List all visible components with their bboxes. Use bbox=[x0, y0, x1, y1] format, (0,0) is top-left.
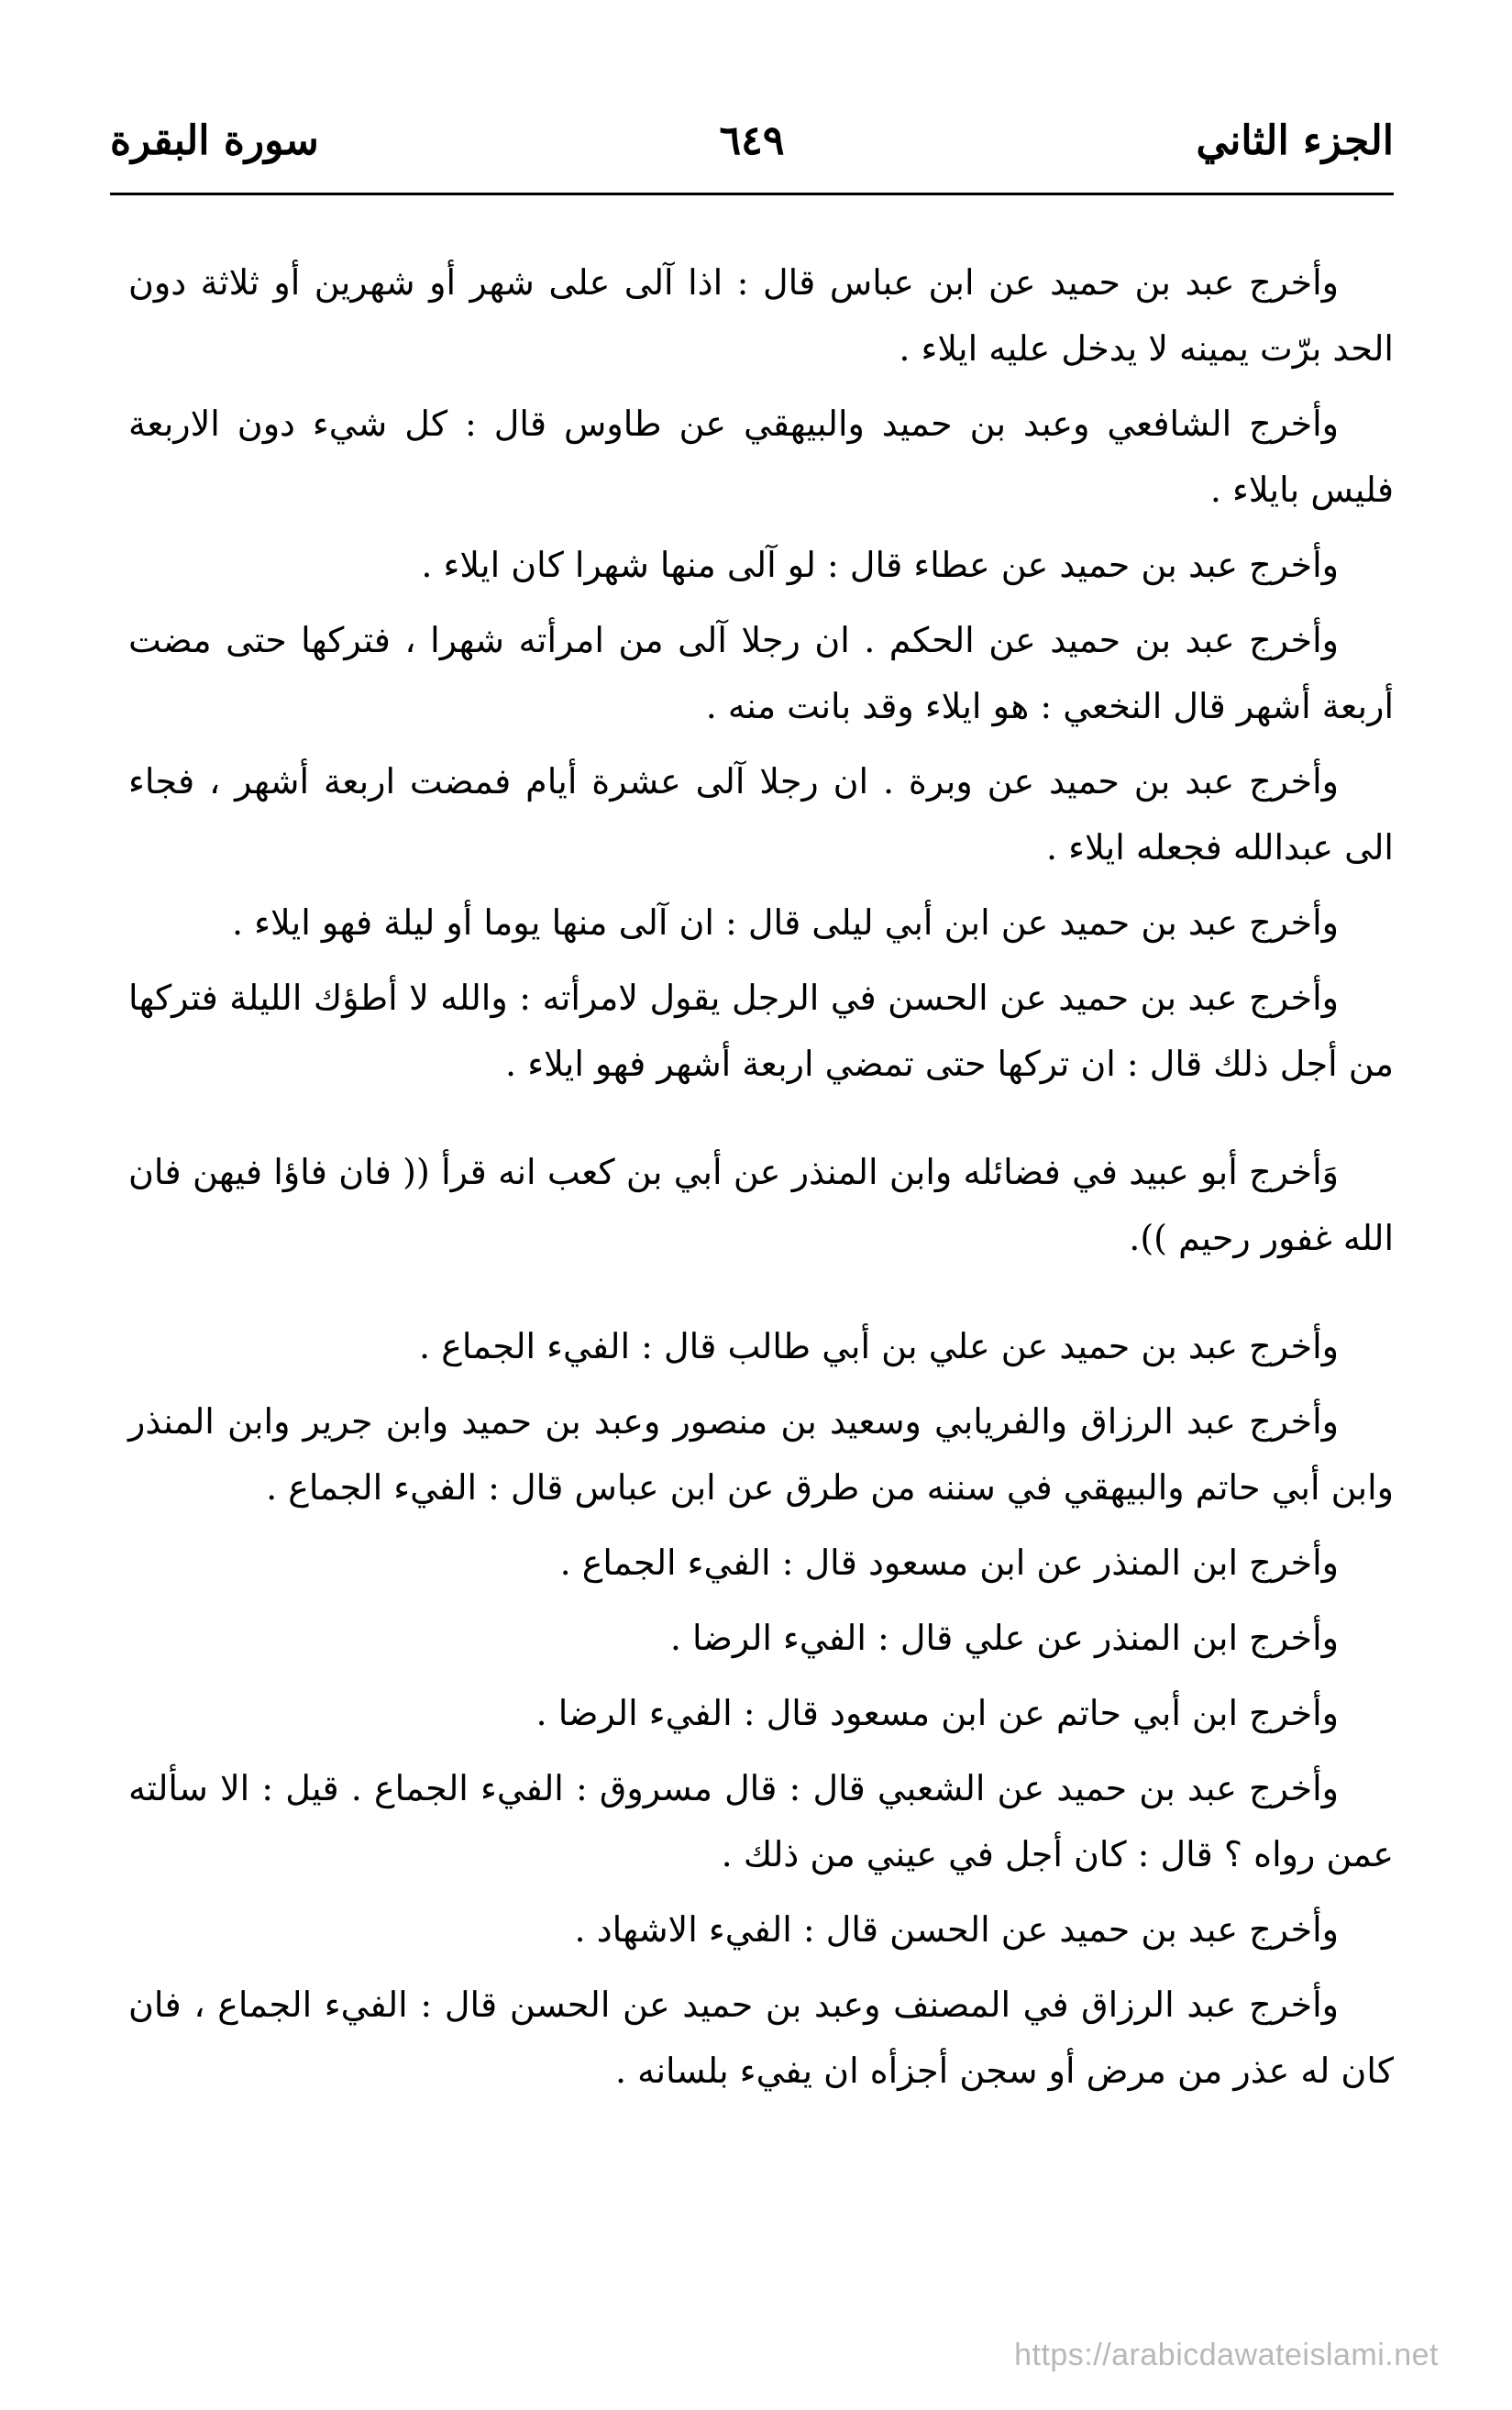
paragraph: وأخرج عبد بن حميد عن الحكم . ان رجلا آلى من امرأته شهرا ، فتركها حتى مضت أربعة أشهر قال النخعي : هو ايلاء وقد بانت منه . bbox=[128, 620, 1394, 726]
watermark-url: https://arabicdawateislami.net bbox=[1014, 2338, 1439, 2372]
part-title: الجزء الثاني bbox=[1196, 117, 1394, 164]
paragraph: وأخرج عبد بن حميد عن الشعبي قال : قال مسروق : الفيء الجماع . قيل : الا سألته عمن رواه ؟ قال : كان أجل في عيني من ذلك . bbox=[128, 1768, 1394, 1874]
paragraph: وأخرج ابن المنذر عن علي قال : الفيء الرضا . bbox=[669, 1618, 1339, 1658]
paragraph: وأخرج عبد بن حميد عن وبرة . ان رجلا آلى عشرة أيام فمضت اربعة أشهر ، فجاء الى عبدالله فجعله ايلاء . bbox=[128, 761, 1394, 868]
paragraph: وأخرج ابن المنذر عن ابن مسعود قال : الفيء الجماع . bbox=[559, 1542, 1339, 1583]
paragraph: وأخرج الشافعي وعبد بن حميد والبيهقي عن طاوس قال : كل شيء دون الاربعة فليس بايلاء . bbox=[128, 404, 1394, 510]
page-header bbox=[110, 108, 1394, 191]
paragraph: وأخرج عبد بن حميد عن الحسن في الرجل يقول لامرأته : والله لا أطؤك الليلة فتركها من أجل ذلك قال : ان تركها حتى تمضي اربعة أشهر فهو ايلاء . bbox=[128, 978, 1394, 1084]
surah-title: سورة البقرة bbox=[110, 117, 319, 164]
page-body bbox=[128, 249, 1394, 2113]
paragraph: وأخرج ابن أبي حاتم عن ابن مسعود قال : الفيء الرضا . bbox=[535, 1693, 1339, 1733]
paragraph: وأخرج عبد الرزاق في المصنف وعبد بن حميد عن الحسن قال : الفيء الجماع ، فان كان له عذر من مرض أو سجن أجزأه ان يفيء بلسانه . bbox=[128, 1984, 1394, 2091]
paragraph: وأخرج عبد بن حميد عن ابن عباس قال : اذا آلى على شهر أو شهرين أو ثلاثة دون الحد برّت يمينه لا يدخل عليه ايلاء . bbox=[128, 262, 1394, 369]
paragraph: وأخرج عبد بن حميد عن الحسن قال : الفيء الاشهاد . bbox=[574, 1909, 1339, 1950]
paragraph: وأخرج عبد بن حميد عن ابن أبي ليلى قال : ان آلى منها يوما أو ليلة فهو ايلاء . bbox=[231, 902, 1339, 943]
paragraph: وَأخرج أبو عبيد في فضائله وابن المنذر عن أبي بن كعب انه قرأ (( فان فاؤا فيهن فان الله غفور رحيم )). bbox=[128, 1152, 1394, 1258]
paragraph: وأخرج عبد بن حميد عن علي بن أبي طالب قال : الفيء الجماع . bbox=[419, 1326, 1339, 1366]
header-divider bbox=[110, 193, 1394, 195]
page-number: ٦٤٩ bbox=[719, 117, 785, 164]
paragraph: وأخرج عبد بن حميد عن عطاء قال : لو آلى منها شهرا كان ايلاء . bbox=[421, 545, 1339, 585]
paragraph: وأخرج عبد الرزاق والفريابي وسعيد بن منصور وعبد بن حميد وابن جرير وابن المنذر وابن أبي حاتم والبيهقي في سننه من طرق عن ابن عباس قال : الفيء الجماع . bbox=[128, 1401, 1394, 1508]
